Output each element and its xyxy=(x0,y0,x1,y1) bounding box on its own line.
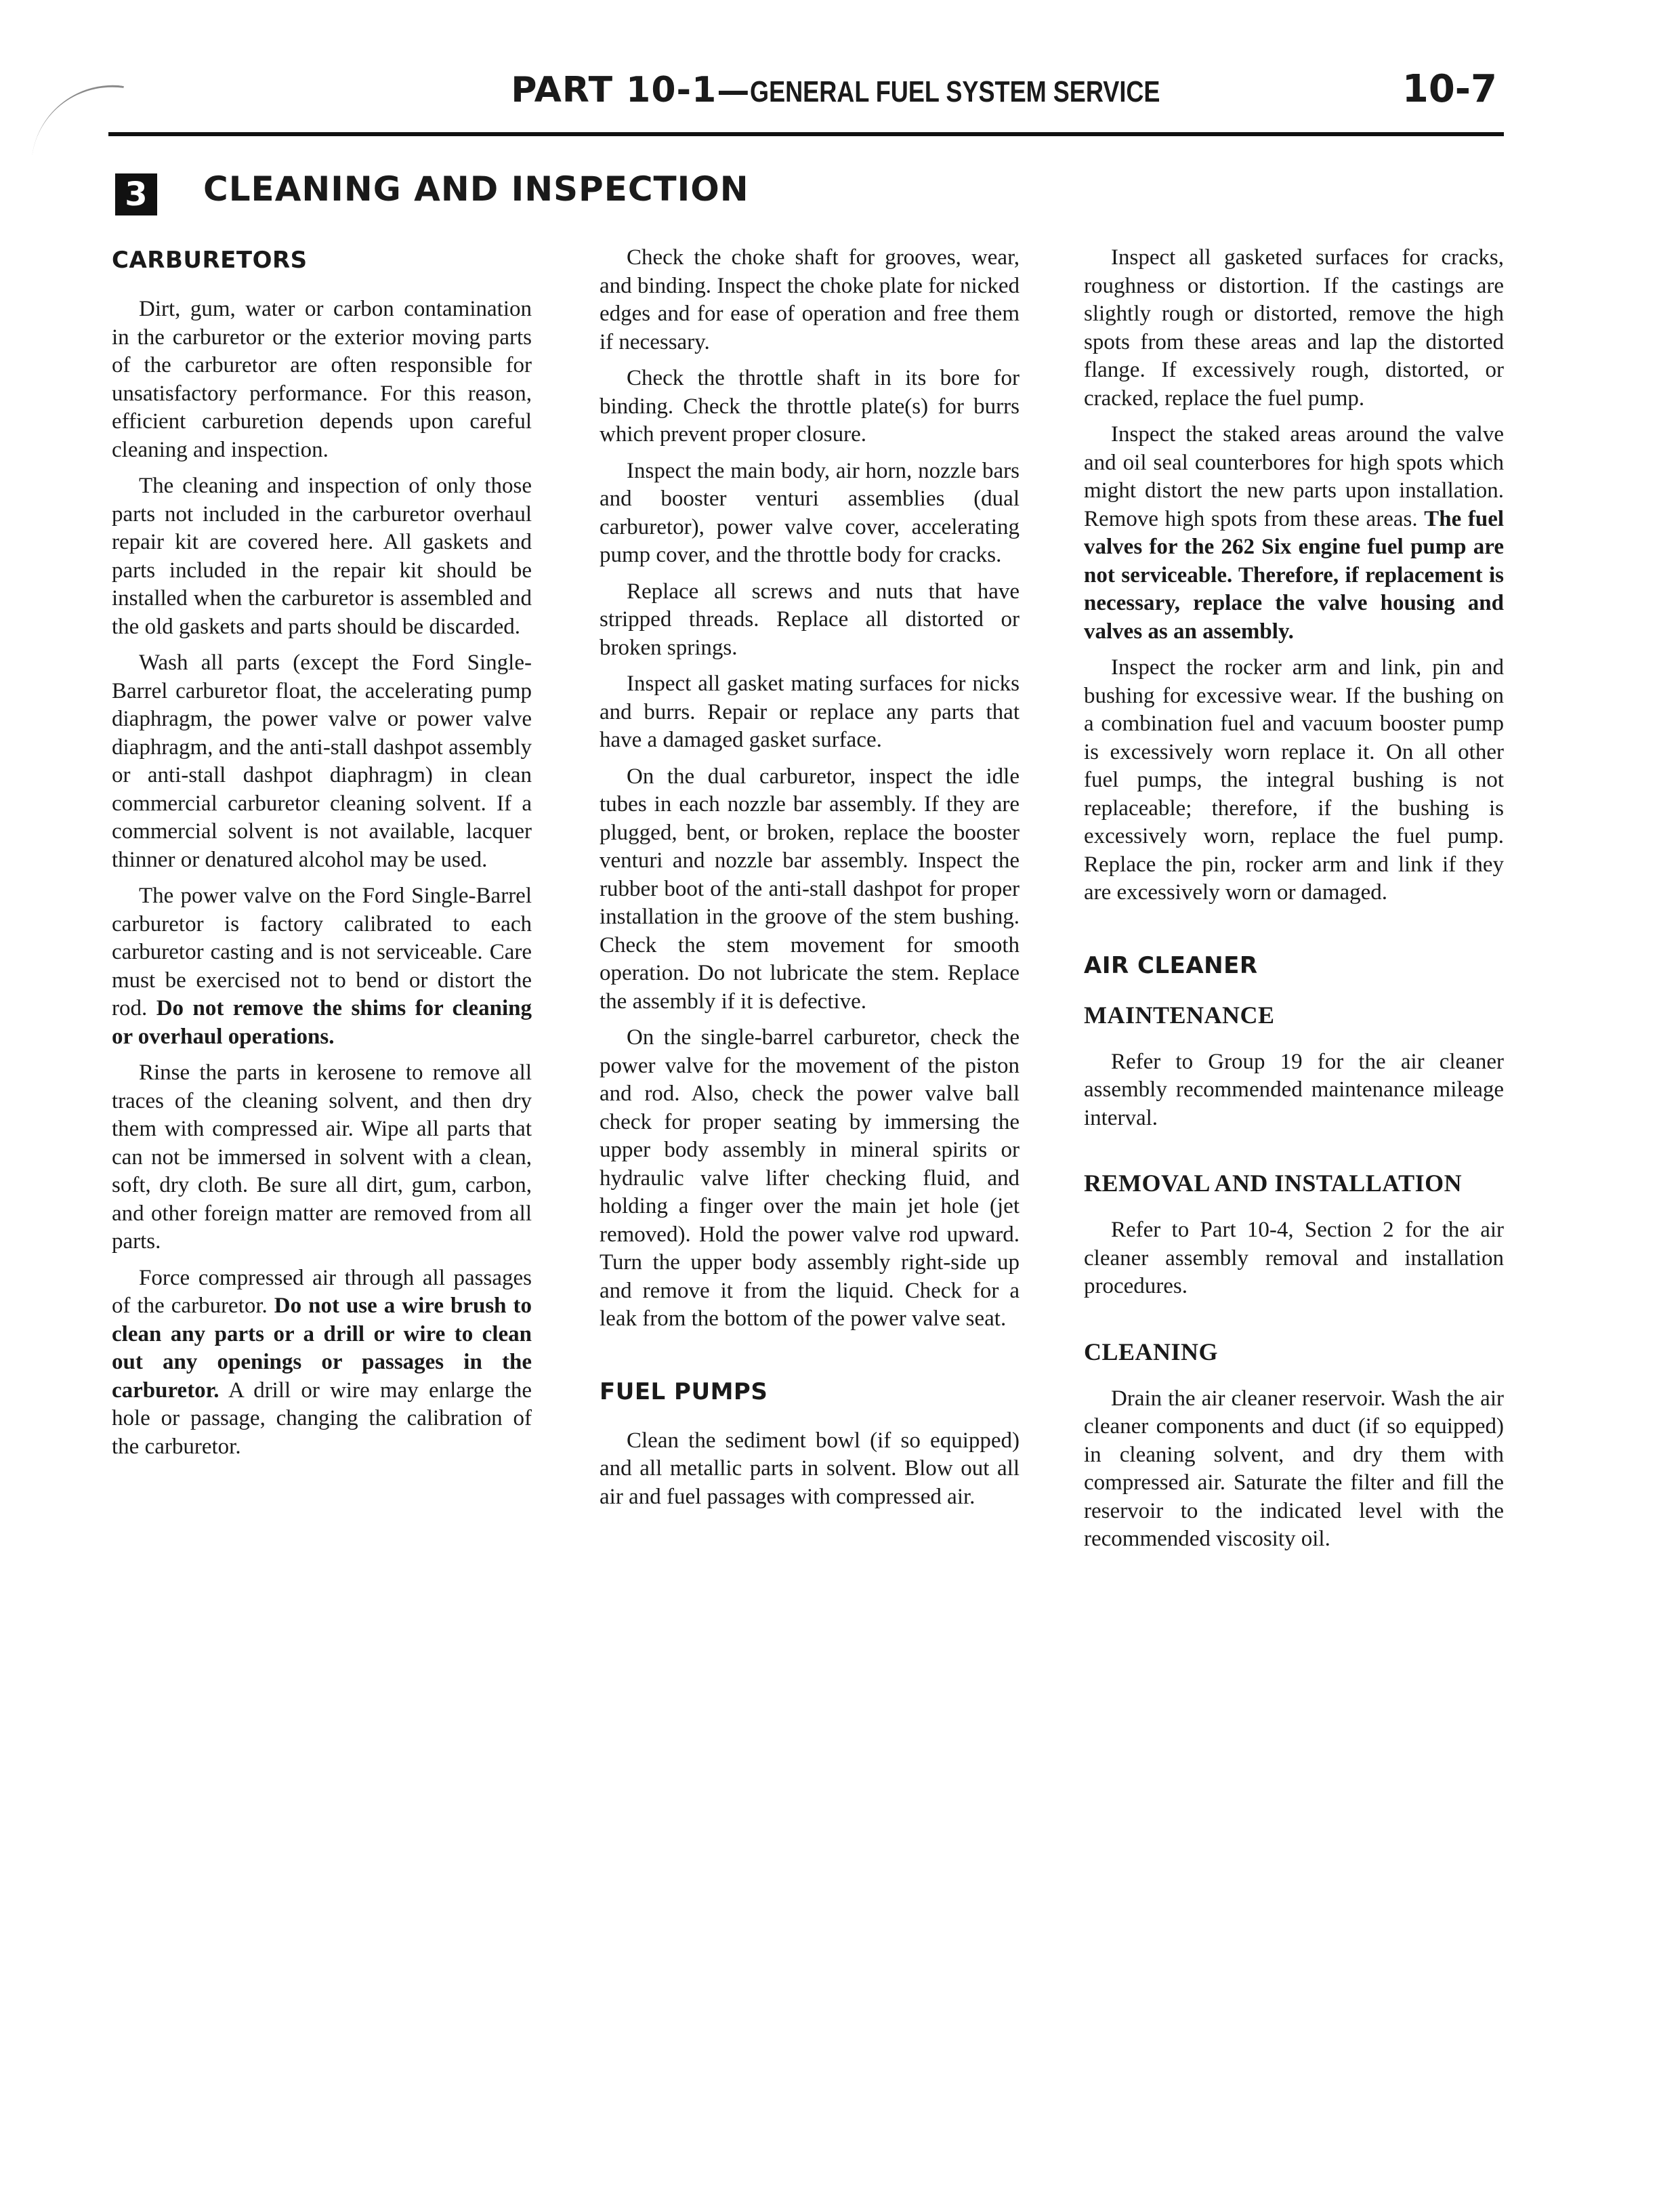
paragraph-text: Inspect the staked areas around the valve and oil seal counterbores for high spots which might distort the new parts upon installation. Remove high spots from these areas. xyxy=(1084,422,1504,531)
spacer xyxy=(1084,1309,1504,1329)
header-dash: — xyxy=(717,72,751,110)
paragraph: On the single-barrel carburetor, check the power valve for the movement of the piston and rod. Also, check the power valve ball check for proper seating by immersing the upper body assembly in mineral spirits or hydraulic valve lifter checking fluid, and holding a finger over the main jet hole (jet removed). Hold the power valve rod upward. Turn the upper body assembly right-side up and remove it from the liquid. Check for a leak from the bottom of the power valve seat. xyxy=(600,1025,1020,1331)
header-subtitle: GENERAL FUEL SYSTEM SERVICE xyxy=(750,75,1160,108)
paragraph: Inspect the main body, air horn, nozzle bars and booster venturi assemblies (dual carburetor), power valve cover, accelerating pump cover, and the throttle body for cracks. xyxy=(600,458,1020,567)
paragraph: Drain the air cleaner reservoir. Wash the air cleaner components and duct (if so equipped) in cleaning solvent, and dry them with compressed air. Saturate the filter and fill the reservoir to the indicated level with the recommended viscosity oil. xyxy=(1084,1386,1504,1551)
emphasis-text: Do not use a wire brush to clean any parts or a drill or wire to clean out any openings or passages in the carburetor. xyxy=(112,1294,532,1403)
header-part-label: PART 10-1 xyxy=(511,70,717,110)
heading-air-cleaner: AIR CLEANER xyxy=(1084,951,1258,979)
page-number: 10-7 xyxy=(1402,67,1497,111)
paragraph: Refer to Group 19 for the air cleaner assembly recommended maintenance mileage interval. xyxy=(1084,1049,1504,1130)
paragraph: Refer to Part 10-4, Section 2 for the air cleaner assembly removal and installation procedures. xyxy=(1084,1218,1504,1298)
emphasis-text: Do not remove the shims for cleaning or overhaul operations. xyxy=(112,996,532,1049)
paragraph-text: A drill or wire may enlarge the hole or passage, changing the calibration of the carburetor. xyxy=(112,1378,532,1459)
paragraph: Inspect all gasketed surfaces for cracks, roughness or distortion. If the castings are slightly rough or distorted, remove the high spots from these areas and lap the distorted flange. If excessively rough, distorted, or cracked, replace the fuel pump. xyxy=(1084,245,1504,411)
paragraph: Replace all screws and nuts that have stripped threads. Replace all distorted or broken springs. xyxy=(600,579,1020,660)
paragraph xyxy=(112,1264,532,1462)
section-number-badge: 3 xyxy=(115,173,157,215)
paragraph-text: The power valve on the Ford Single-Barrel carburetor is factory calibrated to each carburetor casting and is not serviceable. Care must be exercised not to bend or distort the rod. xyxy=(112,884,532,1020)
section-title: CLEANING AND INSPECTION xyxy=(203,169,749,209)
paragraph: The cleaning and inspection of only those parts not included in the carburetor overhaul repair kit are covered here. All gaskets and parts included in the repair kit should be installed when the carburetor is assembled and the old gaskets and parts should be discarded. xyxy=(112,474,532,639)
paragraph: On the dual carburetor, inspect the idle tubes in each nozzle bar assembly. If they are plugged, bent, or broken, replace the booster venturi and nozzle bar assembly. Inspect the rubber boot of the anti-stall dashpot for proper installation in the groove of the stem bushing. Check the stem movement for smooth operation. Do not lubricate the stem. Replace the assembly if it is defective. xyxy=(600,764,1020,1014)
paragraph xyxy=(1084,421,1504,646)
paragraph: Clean the sediment bowl (if so equipped) and all metallic parts in solvent. Blow out all air and fuel passages with compressed air. xyxy=(600,1428,1020,1509)
spacer xyxy=(1084,1140,1504,1161)
heading-fuel-pumps: FUEL PUMPS xyxy=(600,1378,768,1405)
header-title xyxy=(508,70,1253,110)
column-1 xyxy=(112,244,532,1469)
paragraph: Rinse the parts in kerosene to remove all traces of the cleaning solvent, and then dry them with compressed air. Wipe all parts that can not be immersed in solvent with a clean, soft, dry cloth. Be sure all dirt, gum, carbon, and other foreign matter are removed from all parts. xyxy=(112,1060,532,1254)
paragraph: Check the choke shaft for grooves, wear, and binding. Inspect the choke plate for nicked edges and for ease of operation and free them if necessary. xyxy=(600,245,1020,354)
subheading-removal-installation: REMOVAL AND INSTALLATION xyxy=(1084,1170,1463,1197)
subheading-maintenance: MAINTENANCE xyxy=(1084,1001,1275,1029)
paragraph: Dirt, gum, water or carbon contamination in the carburetor or the exterior moving parts of the carburetor are often responsible for unsatisfactory performance. For this reason, efficient carburetion depends upon careful cleaning and inspection. xyxy=(112,297,532,462)
column-2 xyxy=(600,244,1020,1519)
emphasis-text: The fuel valves for the 262 Six engine fuel pump are not serviceable. Therefore, if replacement is necessary, replace the valve housing and valves as an assembly. xyxy=(1084,506,1505,644)
paragraph: Check the throttle shaft in its bore for binding. Check the throttle plate(s) for burrs which prevent proper closure. xyxy=(600,366,1020,447)
paragraph xyxy=(112,882,532,1051)
spacer xyxy=(1084,915,1504,949)
subheading-cleaning: CLEANING xyxy=(1084,1338,1219,1365)
paragraph-text: Force compressed air through all passages of the carburetor. xyxy=(112,1265,532,1318)
paragraph: Wash all parts (except the Ford Single-Barrel carburetor float, the accelerating pump diaphragm, the power valve or power valve diaphragm, and the anti-stall dashpot assembly or anti-stall dashpot diaphragm) in clean commercial carburetor cleaning solvent. If a commercial solvent is not available, lacquer thinner or denatured alcohol may be used. xyxy=(112,651,532,872)
heading-carburetors: CARBURETORS xyxy=(112,247,308,274)
page-header xyxy=(108,64,1504,136)
paragraph: Inspect the rocker arm and link, pin and bushing for excessive wear. If the bushing on a combination fuel and vacuum booster pump is excessively worn replace it. On all other fuel pumps, the integral bushing is not replaceable; therefore, if the bushing is excessively worn, replace the fuel pump. Replace the pin, rocker arm and link if they are excessively worn or damaged. xyxy=(1084,655,1504,905)
column-3 xyxy=(1084,244,1504,1562)
paragraph: Inspect all gasket mating surfaces for nicks and burrs. Repair or replace any parts that have a damaged gasket surface. xyxy=(600,672,1020,752)
spacer xyxy=(600,1342,1020,1376)
